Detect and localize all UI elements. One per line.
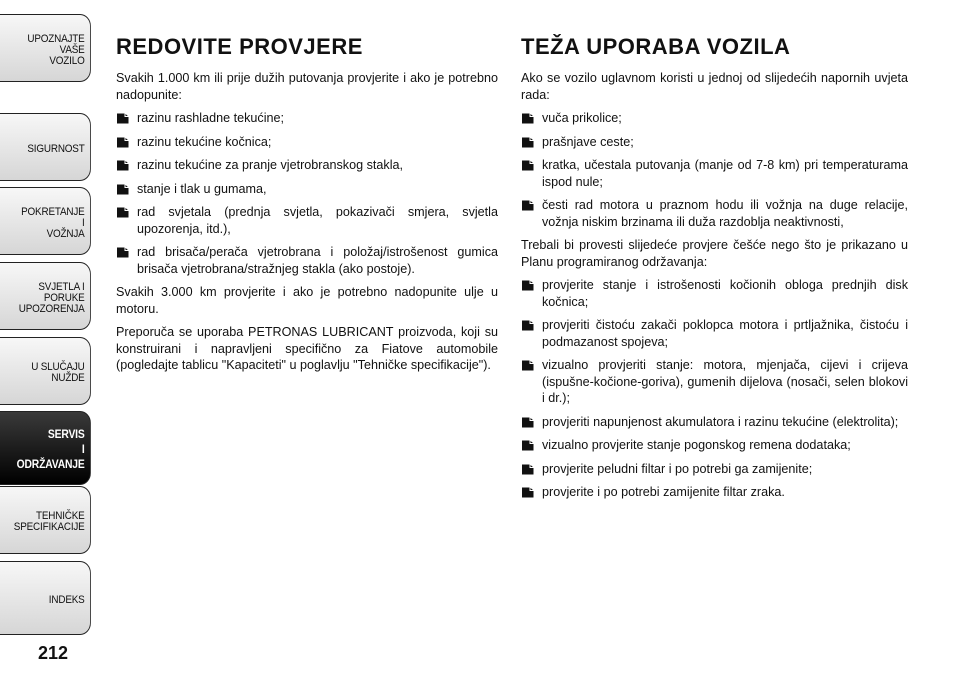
section-title-redovite-provjere: REDOVITE PROVJERE <box>116 34 363 59</box>
list-item: provjerite i po potrebi zamijenite filtar zraka. <box>521 484 908 501</box>
right-conditions-list <box>521 110 908 230</box>
bullet-icon <box>521 200 534 211</box>
list-item: vizualno provjerite stanje pogonskog remena dodataka; <box>521 437 908 454</box>
left-intro: Svakih 1.000 km ili prije dužih putovanja provjerite i ako je potrebno nadopunite: <box>116 71 498 102</box>
list-item: vizualno provjeriti stanje: motora, mjenjača, cijevi i crijeva (ispušne-kočione-goriva), gumenih dijelova (nosači, selen blokovi i dr.); <box>521 357 908 407</box>
list-item: razinu rashladne tekućine; <box>116 110 498 127</box>
bullet-icon <box>116 113 129 124</box>
left-check-list <box>116 110 498 277</box>
right-checks-list <box>521 277 908 501</box>
list-item: razinu tekućine za pranje vjetrobranskog stakla, <box>116 157 498 174</box>
bullet-icon <box>521 487 534 498</box>
bullet-icon <box>521 137 534 148</box>
left-column <box>116 34 498 381</box>
list-item: prašnjave ceste; <box>521 134 908 151</box>
list-item: kratka, učestala putovanja (manje od 7-8 km) pri temperaturama ispod nule; <box>521 157 908 190</box>
tab-sigurnost[interactable]: SIGURNOST <box>0 113 91 181</box>
tab-pokretanje-i-voznja[interactable]: POKRETANJE I VOŽNJA <box>0 187 91 255</box>
tab-upoznajte-vase-vozilo[interactable]: UPOZNAJTE VAŠE VOZILO <box>0 14 91 82</box>
left-paragraph-petronas: Preporuča se uporaba PETRONAS LUBRICANT proizvoda, koji su konstruirani i napravljeni specifično za Fiatove automobile (pogledajte tablicu "Kapaciteti" u poglavlju "Tehničke specifikacije"). <box>116 325 498 372</box>
bullet-icon <box>116 247 129 258</box>
list-item: vuča prikolice; <box>521 110 908 127</box>
list-item: rad brisača/perača vjetrobrana i položaj/istrošenost gumica brisača vjetrobrana/stražnjeg stakla (ako postoje). <box>116 244 498 277</box>
tab-svjetla-i-poruke[interactable]: SVJETLA I PORUKE UPOZORENJA <box>0 262 91 330</box>
list-item: provjeriti čistoću zakači poklopca motora i prtljažnika, čistoću i podmazanost spojeva; <box>521 317 908 350</box>
list-item: provjeriti napunjenost akumulatora i razinu tekućine (elektrolita); <box>521 414 908 431</box>
list-item: provjerite stanje i istrošenosti kočionih obloga prednjih disk kočnica; <box>521 277 908 310</box>
bullet-icon <box>521 320 534 331</box>
right-column <box>521 34 908 508</box>
bullet-icon <box>521 113 534 124</box>
list-item: provjerite peludni filtar i po potrebi ga zamijenite; <box>521 461 908 478</box>
list-item: česti rad motora u praznom hodu ili vožnja na duge relacije, vožnja niskim brzinama ili duža razdoblja neaktivnosti, <box>521 197 908 230</box>
tab-tehnicke-specifikacije[interactable]: TEHNIČKE SPECIFIKACIJE <box>0 486 91 554</box>
list-item: rad svjetala (prednja svjetla, pokazivači smjera, svjetla upozorenja, itd.), <box>116 204 498 237</box>
bullet-icon <box>521 440 534 451</box>
chapter-tabs <box>0 0 104 677</box>
list-item: razinu tekućine kočnica; <box>116 134 498 151</box>
page-number: 212 <box>38 643 69 663</box>
bullet-icon <box>116 137 129 148</box>
tab-u-slucaju-nuzde[interactable]: U SLUČAJU NUŽDE <box>0 337 91 405</box>
bullet-icon <box>521 417 534 428</box>
bullet-icon <box>116 160 129 171</box>
list-item: stanje i tlak u gumama, <box>116 181 498 198</box>
left-paragraph-oil: Svakih 3.000 km provjerite i ako je potrebno nadopunite ulje u motoru. <box>116 285 498 316</box>
section-title-teza-uporaba: TEŽA UPORABA VOZILA <box>521 34 791 59</box>
bullet-icon <box>116 184 129 195</box>
tab-indeks[interactable]: INDEKS <box>0 561 91 635</box>
bullet-icon <box>521 160 534 171</box>
right-paragraph-checks: Trebali bi provesti slijedeće provjere češće nego što je prikazano u Planu programiranog održavanja: <box>521 238 908 269</box>
right-intro: Ako se vozilo uglavnom koristi u jednoj od slijedećih napornih uvjeta rada: <box>521 71 908 102</box>
bullet-icon <box>521 360 534 371</box>
bullet-icon <box>521 464 534 475</box>
bullet-icon <box>521 280 534 291</box>
bullet-icon <box>116 207 129 218</box>
tab-servis-i-odrzavanje[interactable]: SERVIS I ODRŽAVANJE <box>0 411 91 485</box>
